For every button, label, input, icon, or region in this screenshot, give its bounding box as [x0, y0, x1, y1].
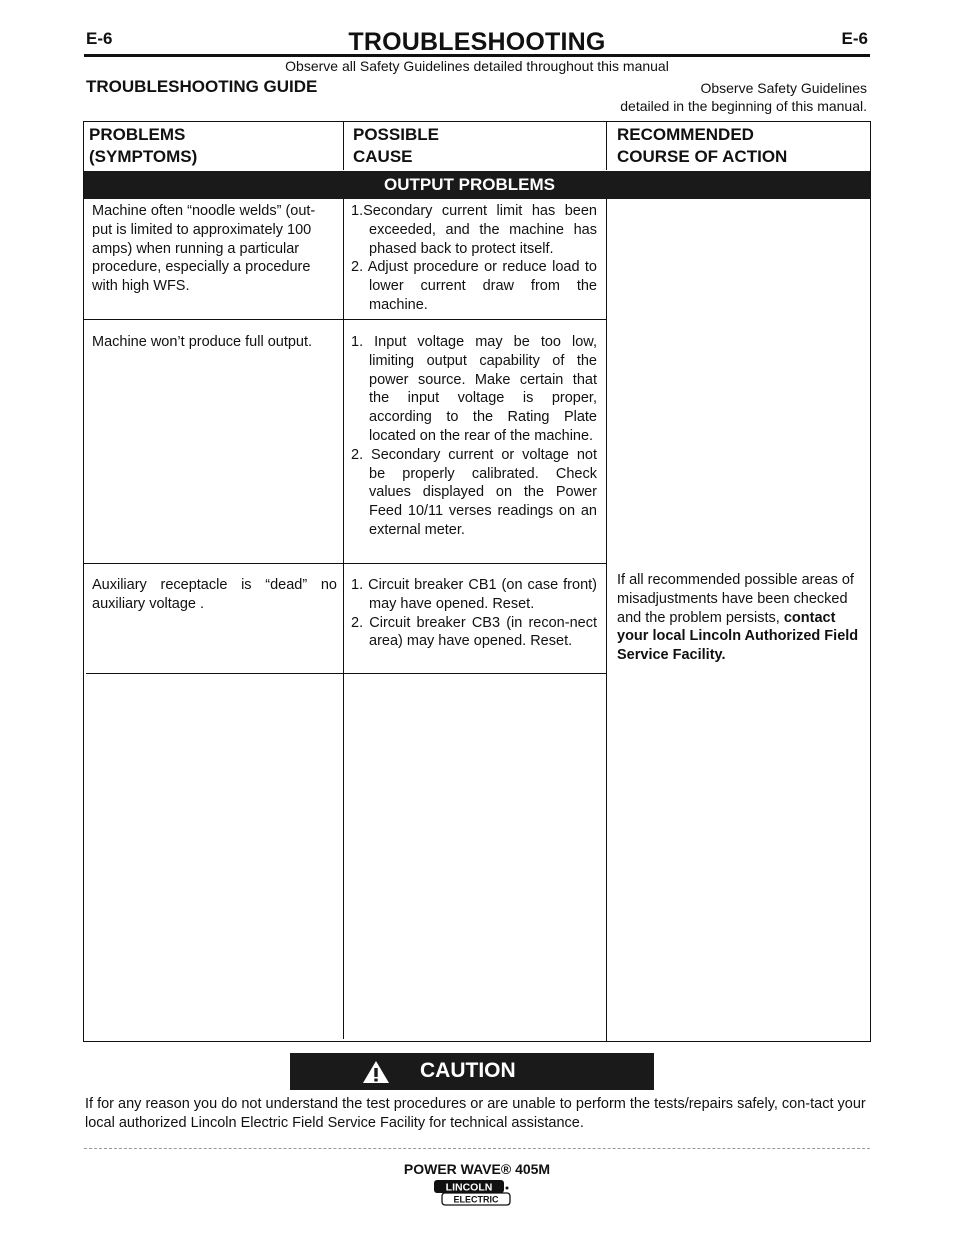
- safety-observe-line: Observe all Safety Guidelines detailed throughout this manual: [285, 58, 669, 74]
- section-band-output-problems: OUTPUT PROBLEMS: [84, 171, 870, 199]
- column-divider: [343, 199, 344, 1039]
- problem-cell: Auxiliary receptacle is “dead” no auxiliary voltage .: [92, 577, 337, 612]
- caution-banner: [290, 1053, 654, 1090]
- column-header-action: RECOMMENDED COURSE OF ACTION: [617, 125, 788, 166]
- column-divider: [606, 199, 607, 1041]
- action-text: If all recommended possible areas of misadjustments have been checked and the problem persists,: [617, 572, 854, 626]
- svg-text:ELECTRIC: ELECTRIC: [453, 1194, 499, 1205]
- safety-note-line2: detailed in the beginning of this manual.: [620, 98, 867, 114]
- product-name: POWER WAVE® 405M: [403, 1161, 551, 1177]
- footer-divider: [84, 1148, 870, 1149]
- cause-cell: 1. Input voltage may be too low, limiting output capability of the power source. Make certain that the input voltage is proper, according to the Rating Plate located on the rear of the machine. 2. Secondary current or voltage not be properly calibrated. Check values displayed on the Power Feed 10/11 verses readings on an external meter.: [351, 334, 597, 538]
- column-header-cause: POSSIBLE CAUSE: [353, 125, 439, 166]
- page-number-right: E-6: [841, 29, 868, 48]
- safety-note: [620, 79, 867, 115]
- row-divider: [86, 673, 607, 674]
- cause-cell: 1.Secondary current limit has been exceeded, and the machine has phased back to protect itself. 2. Adjust procedure or reduce load to lower current draw from the machine.: [351, 203, 597, 313]
- svg-text:LINCOLN: LINCOLN: [445, 1181, 493, 1194]
- warning-triangle-icon: [362, 1060, 390, 1084]
- problem-cell: Machine won’t produce full output.: [92, 334, 313, 350]
- column-header-problems: PROBLEMS (SYMPTOMS): [89, 125, 198, 166]
- row-divider: [84, 319, 607, 320]
- cause-cell: 1. Circuit breaker CB1 (on case front) may have opened. Reset. 2. Circuit breaker CB3 (in recon-nect area) may have opened. Reset.: [351, 577, 597, 650]
- problem-cell: Machine often “noodle welds” (out-put is limited to approximately 100 amps) when running a particular procedure, especially a procedure with high WFS.: [92, 203, 316, 295]
- page-title: TROUBLESHOOTING: [348, 28, 606, 56]
- column-divider: [606, 122, 607, 170]
- caution-text: If for any reason you do not understand the test procedures or are unable to perform the tests/repairs safely, con-tact your local authorized Lincoln Electric Field Service Facility for technical assistance.: [85, 1096, 866, 1131]
- section-title: TROUBLESHOOTING GUIDE: [86, 77, 318, 96]
- row-divider: [84, 563, 607, 564]
- safety-note-line1: Observe Safety Guidelines: [700, 80, 867, 96]
- caution-label: CAUTION: [420, 1059, 516, 1082]
- page-number-left: E-6: [86, 29, 113, 48]
- column-divider: [343, 122, 344, 170]
- action-contact: contact your local Lincoln Authorized Field Service Facility.: [617, 609, 859, 664]
- title-rule: [84, 54, 870, 57]
- lincoln-electric-logo: [433, 1178, 511, 1206]
- recommended-action: [617, 571, 865, 665]
